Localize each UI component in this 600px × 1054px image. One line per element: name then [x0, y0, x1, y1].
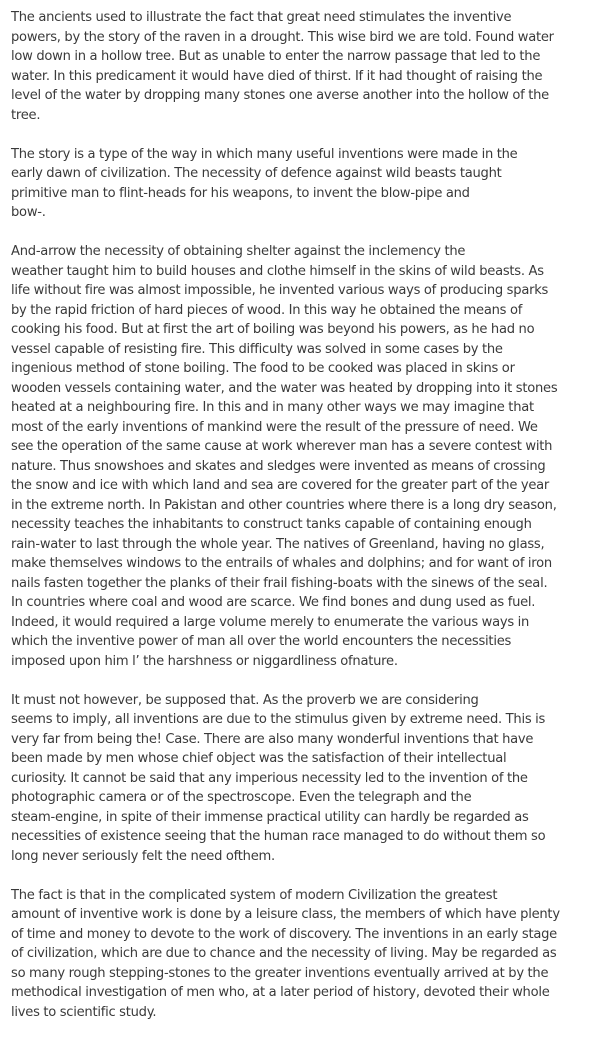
paragraph: [11, 8, 590, 125]
text-line: so many rough stepping-stones to the greater inventions eventually arrived at by the: [11, 965, 549, 981]
text-line: water. In this predicament it would have died of thirst. If it had thought of raising the: [11, 68, 543, 84]
text-line: powers, by the story of the raven in a drought. This wise bird we are told. Found water: [11, 29, 554, 45]
text-line: vessel capable of resisting fire. This difficulty was solved in some cases by the: [11, 341, 503, 357]
text-line: see the operation of the same cause at work wherever man has a severe contest with: [11, 439, 553, 454]
text-line: early dawn of civilization. The necessity of defence against wild beasts taught: [11, 166, 502, 181]
text-line: In countries where coal and wood are scarce. We find bones and dung used as fuel.: [11, 595, 536, 610]
text-line: necessity teaches the inhabitants to construct tanks capable of containing enough: [11, 517, 532, 532]
text-line: level of the water by dropping many stones one averse another into the hollow of the: [11, 88, 549, 103]
text-line: nature. Thus snowshoes and skates and sledges were invented as means of crossing: [11, 458, 546, 474]
text-line: by the rapid friction of hard pieces of wood. In this way he obtained the means of: [11, 302, 523, 318]
text-line: photographic camera or of the spectroscope. Even the telegraph and the: [11, 790, 472, 805]
text-line: been made by men whose chief object was the satisfaction of their intellectual: [11, 751, 507, 766]
text-line: nails fasten together the planks of their frail fishing-boats with the sinews of the seal.: [11, 575, 548, 591]
text-line: most of the early inventions of mankind were the result of the pressure of need. We: [11, 419, 538, 435]
text-line: curiosity. It cannot be said that any imperious necessity led to the invention of the: [11, 770, 528, 786]
text-line: low down in a hollow tree. But as unable to enter the narrow passage that led to the: [11, 49, 541, 64]
text-line: And-arrow the necessity of obtaining shelter against the inclemency the: [11, 244, 466, 259]
text-line: very far from being the! Case. There are also many wonderful inventions that have: [11, 731, 534, 747]
text-line: rain-water to last through the whole year. The natives of Greenland, having no glass,: [11, 536, 545, 552]
text-line: The fact is that in the complicated system of modern Civilization the greatest: [11, 887, 498, 903]
text-line: necessities of existence seeing that the human race managed to do without them so: [11, 829, 546, 844]
paragraph: [11, 691, 590, 867]
text-line: methodical investigation of men who, at a later period of history, devoted their whole: [11, 985, 550, 1000]
text-line: steam-engine, in spite of their immense practical utility can hardly be regarded as: [11, 809, 529, 825]
text-line: tree.: [11, 107, 41, 123]
text-line: It must not however, be supposed that. As the proverb we are considering: [11, 692, 479, 708]
text-line: seems to imply, all inventions are due to the stimulus given by extreme need. This is: [11, 712, 546, 727]
text-line: lives to scientific study.: [11, 1004, 157, 1020]
text-line: wooden vessels containing water, and the water was heated by dropping into it stones: [11, 380, 558, 396]
text-line: bow-.: [11, 205, 46, 220]
text-line: primitive man to flint-heads for his weapons, to invent the blow-pipe and: [11, 185, 470, 201]
text-line: imposed upon him l’ the harshness or niggardliness ofnature.: [11, 653, 398, 669]
paragraph: [11, 145, 590, 223]
text-line: in the extreme north. In Pakistan and other countries where there is a long dry season,: [11, 497, 557, 513]
text-line: the snow and ice with which land and sea are covered for the greater part of the year: [11, 478, 550, 493]
text-line: heated at a neighbouring fire. In this and in many other ways we may imagine that: [11, 400, 534, 415]
text-line: ingenious method of stone boiling. The food to be cooked was placed in skins or: [11, 361, 515, 376]
text-line: life without fire was almost impossible, he invented various ways of producing sparks: [11, 283, 549, 298]
text-line: weather taught him to build houses and clothe himself in the skins of wild beasts. As: [11, 263, 544, 279]
text-line: of time and money to devote to the work of discovery. The inventions in an early stage: [11, 926, 557, 942]
text-line: long never seriously felt the need ofthem.: [11, 848, 275, 864]
text-line: of civilization, which are due to chance and the necessity of living. May be regarded as: [11, 946, 557, 961]
paragraph: [11, 242, 590, 671]
text-line: The story is a type of the way in which many useful inventions were made in the: [11, 146, 518, 162]
text-line: Indeed, it would required a large volume merely to enumerate the various ways in: [11, 614, 530, 630]
text-line: make themselves windows to the entrails of whales and dolphins; and for want of iron: [11, 556, 552, 571]
text-line: cooking his food. But at first the art of boiling was beyond his powers, as he had no: [11, 322, 535, 337]
text-line: The ancients used to illustrate the fact that great need stimulates the inventive: [11, 10, 512, 25]
text-line: which the inventive power of man all over the world encounters the necessities: [11, 634, 512, 649]
paragraph: [11, 886, 590, 1023]
text-line: amount of inventive work is done by a leisure class, the members of which have plenty: [11, 907, 560, 922]
